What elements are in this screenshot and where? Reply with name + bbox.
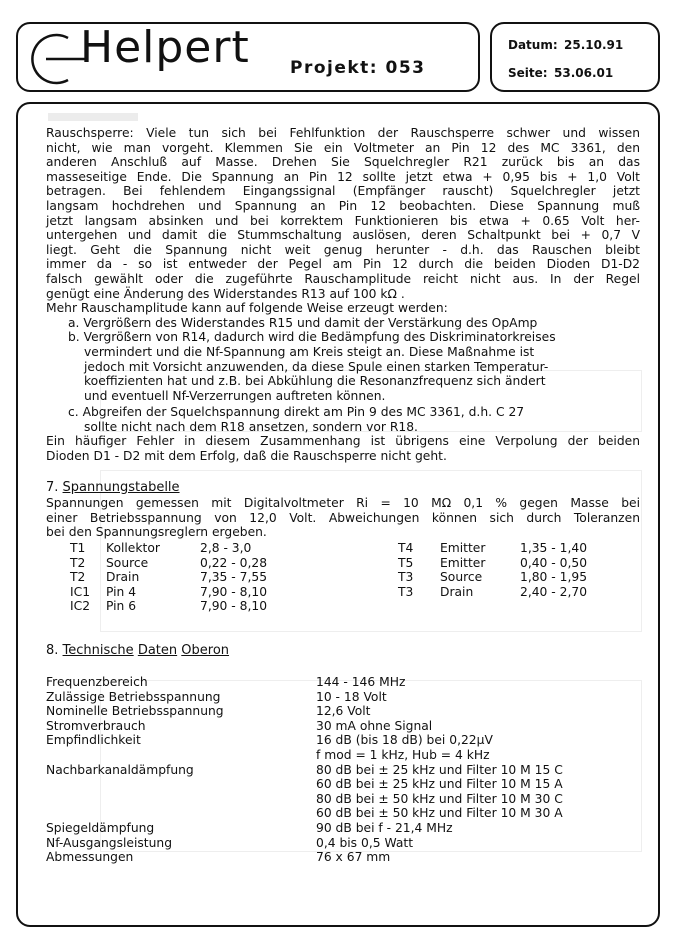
spec-label: Zulässige Betriebsspannung — [46, 689, 221, 704]
spec-label: Spiegeldämpfung — [46, 821, 155, 835]
rauschsperre-item-b-3: jedoch mit Vorsicht anzuwenden, da diese Spule einen starken Temperatur- — [84, 359, 549, 374]
spec-value: 12,6 Volt — [316, 704, 371, 719]
table-right-pin: Source — [440, 570, 483, 585]
spec-label: Empfindlichkeit — [46, 733, 141, 748]
spec-label: Nachbarkanaldämpfung — [46, 762, 194, 777]
table-left-part: T1 — [70, 541, 86, 555]
table-left-part: IC1 — [70, 584, 91, 599]
table-right-value: 1,35 - 1,40 — [520, 541, 588, 555]
table-left-pin: Pin 4 — [106, 584, 137, 599]
spannungstabelle-intro-1: Spannungen gemessen mit Digitalvoltmeter Ri = 10 MΩ 0,1 % gegen Masse bei — [46, 496, 640, 510]
section-8-number: 8. — [46, 643, 59, 658]
section-8-title-word: Daten — [137, 643, 178, 658]
table-left-pin: Source — [106, 555, 149, 570]
table-right-value: 2,40 - 2,70 — [520, 584, 588, 599]
rauschsperre-item-a: a. Vergrößern des Widerstandes R15 und damit der Verstärkung des OpAmp — [68, 315, 538, 330]
rauschsperre-line-12: genügt eine Änderung des Widerstandes R13 auf 100 kΩ . — [46, 286, 405, 301]
spec-value: 144 - 146 MHz — [316, 675, 406, 689]
rauschsperre-line-summary-1: Ein häufiger Fehler in diesem Zusammenhang ist übrigens eine Verpolung der beiden — [46, 434, 640, 449]
date-label: Datum: — [508, 38, 558, 52]
table-left-value: 7,35 - 7,55 — [200, 570, 268, 585]
table-right-pin: Emitter — [440, 541, 486, 555]
spec-value: 90 dB bei f - 21,4 MHz — [316, 821, 453, 835]
table-right-value: 0,40 - 0,50 — [520, 555, 588, 570]
table-right-part: T3 — [398, 584, 414, 599]
table-right-pin: Drain — [440, 584, 474, 599]
rauschsperre-item-b-4: koeffizienten hat und z.B. bei Abkühlung die Resonanzfrequenz sich ändert — [84, 374, 546, 389]
rauschsperre-item-c-1: c. Abgreifen der Squelchspannung direkt am Pin 9 des MC 3361, d.h. C 27 — [68, 405, 525, 419]
rauschsperre-line-2: nicht, wie man vorgeht. Klemmen Sie ein Voltmeter an Pin 12 des MC 3361, den — [46, 140, 640, 155]
spec-value: f mod = 1 kHz, Hub = 4 kHz — [316, 748, 490, 762]
rauschsperre-line-11: falsch gewählt oder die zugeführte Rauschamplitude reicht nicht aus. In der Regel — [46, 272, 640, 286]
logo-header-box — [16, 22, 480, 92]
spec-value: 60 dB bei ± 50 kHz und Filter 10 M 30 A — [316, 806, 563, 821]
table-right-value: 1,80 - 1,95 — [520, 570, 588, 585]
page-value: 53.06.01 — [554, 66, 614, 80]
section-8-title-word: Technische — [62, 643, 134, 658]
rauschsperre-line-1: Rauschsperre: Viele tun sich bei Fehlfunktion der Rauschsperre schwer und wissen — [46, 126, 640, 140]
section-7-number: 7. — [46, 480, 59, 495]
rauschsperre-item-b-2: vermindert und die Nf-Spannung am Kreis steigt an. Diese Maßnahme ist — [84, 345, 535, 359]
spec-label: Frequenzbereich — [46, 675, 148, 689]
spannungstabelle-intro-2: einer Betriebsspannung von 12,0 Volt. Abweichungen können sich durch Toleranzen — [46, 510, 640, 525]
spec-label: Nf-Ausgangsleistung — [46, 835, 173, 850]
rauschsperre-line-9: liegt. Geht die Spannung nicht weit genug herunter - d.h. das Rauschen bleibt — [46, 242, 640, 257]
table-right-part: T5 — [398, 555, 414, 570]
rauschsperre-line-13: Mehr Rauschamplitude kann auf folgende Weise erzeugt werden: — [46, 301, 448, 316]
rauschsperre-item-b-1: b. Vergrößern von R14, dadurch wird die Bedämpfung des Diskriminatorkreises — [68, 330, 556, 345]
rauschsperre-line-10: immer da - so ist entweder der Pegel am Pin 12 durch die beiden Dioden D1-D2 — [46, 257, 640, 272]
table-left-part: T2 — [70, 570, 86, 585]
document-meta-box — [490, 22, 660, 92]
section-8-heading — [46, 643, 229, 658]
table-left-pin: Pin 6 — [106, 599, 137, 614]
spec-value: 76 x 67 mm — [316, 850, 391, 865]
logo-wordmark: Helpert — [80, 22, 250, 73]
table-right-part: T3 — [398, 570, 414, 585]
page-label: Seite: — [508, 66, 548, 80]
spannungstabelle-intro-3: bei den Spannungsreglern ergeben. — [46, 525, 267, 540]
table-right-pin: Emitter — [440, 555, 486, 570]
table-left-value: 0,22 - 0,28 — [200, 555, 268, 570]
section-7-title: Spannungstabelle — [62, 480, 180, 495]
spec-value: 16 dB (bis 18 dB) bei 0,22μV — [316, 733, 493, 748]
spec-value: 80 dB bei ± 50 kHz und Filter 10 M 30 C — [316, 791, 563, 806]
spec-label: Nominelle Betriebsspannung — [46, 704, 224, 719]
table-left-value: 2,8 - 3,0 — [200, 541, 252, 555]
rauschsperre-item-b-5: und eventuell Nf-Verzerrungen auftreten können. — [84, 388, 386, 403]
rauschsperre-line-6: langsam hochdrehen und Spannung an Pin 12 beobachten. Diese Spannung muß — [46, 199, 640, 213]
rauschsperre-item-c-2: sollte nicht nach dem R18 ansetzen, sondern vor R18. — [84, 419, 418, 434]
spec-label: Stromverbrauch — [46, 718, 146, 733]
section-8-title-word: Oberon — [181, 643, 230, 658]
date-value: 25.10.91 — [564, 38, 624, 52]
rauschsperre-line-8: untergehen und damit die Stummschaltung auslösen, deren Schaltpunkt bei + 0,7 V — [46, 228, 640, 243]
rauschsperre-line-7: jetzt langsam absinken und bei korrektem Funktionieren bis etwa + 0.65 Volt her- — [46, 213, 640, 228]
spec-value: 80 dB bei ± 25 kHz und Filter 10 M 15 C — [316, 762, 563, 777]
table-right-part: T4 — [398, 541, 414, 555]
spec-value: 0,4 bis 0,5 Watt — [316, 835, 414, 850]
project-number: Projekt: 053 — [290, 58, 426, 78]
rauschsperre-line-5: betragen. Bei fehlendem Eingangssignal (Empfänger rauscht) Squelchregler jetzt — [46, 184, 640, 199]
table-left-value: 7,90 - 8,10 — [200, 599, 268, 614]
table-left-part: T2 — [70, 555, 86, 570]
spec-value: 10 - 18 Volt — [316, 689, 387, 704]
spec-value: 60 dB bei ± 25 kHz und Filter 10 M 15 A — [316, 777, 563, 792]
table-left-part: IC2 — [70, 599, 91, 614]
table-left-pin: Drain — [106, 570, 140, 585]
spec-label: Abmessungen — [46, 850, 134, 865]
rauschsperre-line-4: masseseitige Ende. Die Spannung an Pin 12 sollte jetzt etwa + 0,95 bis + 1,0 Volt — [46, 169, 640, 184]
table-left-value: 7,90 - 8,10 — [200, 584, 268, 599]
spec-value: 30 mA ohne Signal — [316, 718, 433, 733]
rauschsperre-line-3: anderen Anschluß auf Masse. Drehen Sie Squelchregler R21 zurück bis an das — [46, 155, 640, 170]
section-7-heading — [46, 480, 180, 495]
rauschsperre-line-summary-2: Dioden D1 - D2 mit dem Erfolg, daß die Rauschsperre nicht geht. — [46, 448, 447, 463]
table-left-pin: Kollektor — [106, 541, 160, 555]
helpert-logo-icon — [28, 30, 88, 88]
